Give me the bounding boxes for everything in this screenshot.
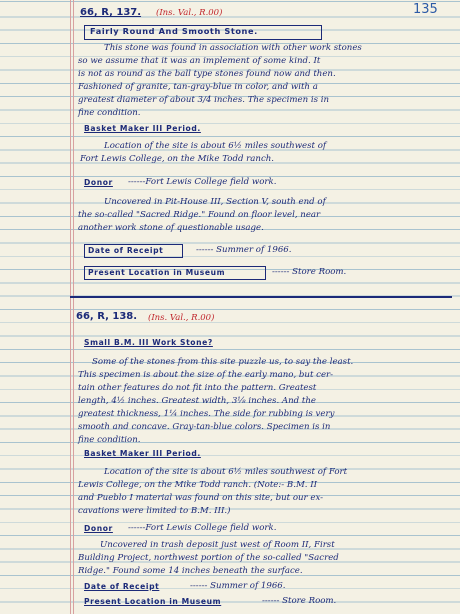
entry2-desc-line-2: This specimen is about the size of the early mano, but cer- [78, 370, 334, 380]
entry1-desc-line-2: so we assume that it was an implement of some kind. It [78, 56, 321, 66]
entry1-value: (Ins. Val., R.00) [156, 8, 223, 18]
entry1-location-line-2: Fort Lewis College, on the Mike Todd ranch. [80, 154, 275, 164]
entry1-desc-line-4: Fashioned of granite, tan-gray-blue in color, and with a [78, 82, 318, 92]
entry1-uncovered-line-2: the so-called "Sacred Ridge." Found on floor level, near [78, 210, 321, 220]
page-number: 135 [413, 2, 438, 17]
entry1-desc-line-1: This stone was found in association with other work stones [104, 43, 362, 53]
entry2-donor: ------Fort Lewis College field work. [128, 523, 277, 533]
entry2-location-line-2: Lewis College, on the Mike Todd ranch. (Note:- B.M. II [78, 480, 318, 490]
margin-line-left-2 [73, 0, 74, 614]
entry2-desc-line-6: smooth and concave. Gray-tan-blue colors. Specimen is in [78, 422, 331, 432]
entry2-donor-label: Donor [84, 524, 113, 533]
entry1-title: Fairly Round And Smooth Stone. [90, 26, 258, 36]
entry1-receipt: ------ Summer of 1966. [196, 245, 292, 255]
entry2-uncovered-line-2: Building Project, northwest portion of the so-called "Sacred [78, 553, 339, 563]
entry2-location-line-3: and Pueblo I material was found on this site, but our ex- [78, 493, 324, 503]
entry1-donor: ------Fort Lewis College field work. [128, 177, 277, 187]
entry2-desc-line-5: greatest thickness, 1¼ inches. The side for rubbing is very [78, 409, 335, 419]
entry2-receipt-label: Date of Receipt [84, 582, 160, 591]
entry1-present-label: Present Location in Museum [88, 268, 226, 277]
entry1-desc-line-3: is not as round as the ball type stones found now and then. [78, 69, 336, 79]
entry2-value: (Ins. Val., R.00) [148, 313, 215, 323]
entry-divider [70, 296, 452, 298]
entry2-uncovered-line-1: Uncovered in trash deposit just west of Room II, First [100, 540, 335, 550]
entry2-present: ------ Store Room. [262, 596, 337, 606]
entry1-donor-label: Donor [84, 178, 113, 187]
entry2-uncovered-line-3: Ridge." Found some 14 inches beneath the surface. [78, 566, 303, 576]
entry1-id: 66, R, 137. [80, 7, 142, 18]
entry2-title: Small B.M. III Work Stone? [84, 338, 213, 347]
entry2-desc-line-3: tain other features do not fit into the pattern. Greatest [78, 383, 317, 393]
entry2-desc-line-7: fine condition. [78, 435, 141, 445]
margin-line-left [70, 0, 71, 614]
entry2-present-label: Present Location in Museum [84, 597, 222, 606]
entry2-location-line-1: Location of the site is about 6½ miles southwest of Fort [104, 467, 348, 477]
entry1-location-line-1: Location of the site is about 6½ miles southwest of [104, 141, 327, 151]
entry2-desc-line-4: length, 4½ inches. Greatest width, 3⅛ inches. And the [78, 396, 316, 406]
entry1-desc-line-6: fine condition. [78, 108, 141, 118]
entry2-desc-line-1: Some of the stones from this site puzzle us, to say the least. [92, 357, 354, 367]
entry1-uncovered-line-3: another work stone of questionable usage. [78, 223, 264, 233]
entry2-location-line-4: cavations were limited to B.M. III.) [78, 506, 231, 516]
entry1-present: ------ Store Room. [272, 267, 347, 277]
entry1-receipt-label: Date of Receipt [88, 246, 164, 255]
entry2-period: Basket Maker III Period. [84, 449, 201, 458]
entry1-desc-line-5: greatest diameter of about 3/4 inches. The specimen is in [78, 95, 330, 105]
entry1-uncovered-line-1: Uncovered in Pit-House III, Section V, south end of [104, 197, 326, 207]
entry1-period: Basket Maker III Period. [84, 124, 201, 133]
entry2-id: 66, R, 138. [76, 311, 138, 322]
entry2-receipt: ------ Summer of 1966. [190, 581, 286, 591]
